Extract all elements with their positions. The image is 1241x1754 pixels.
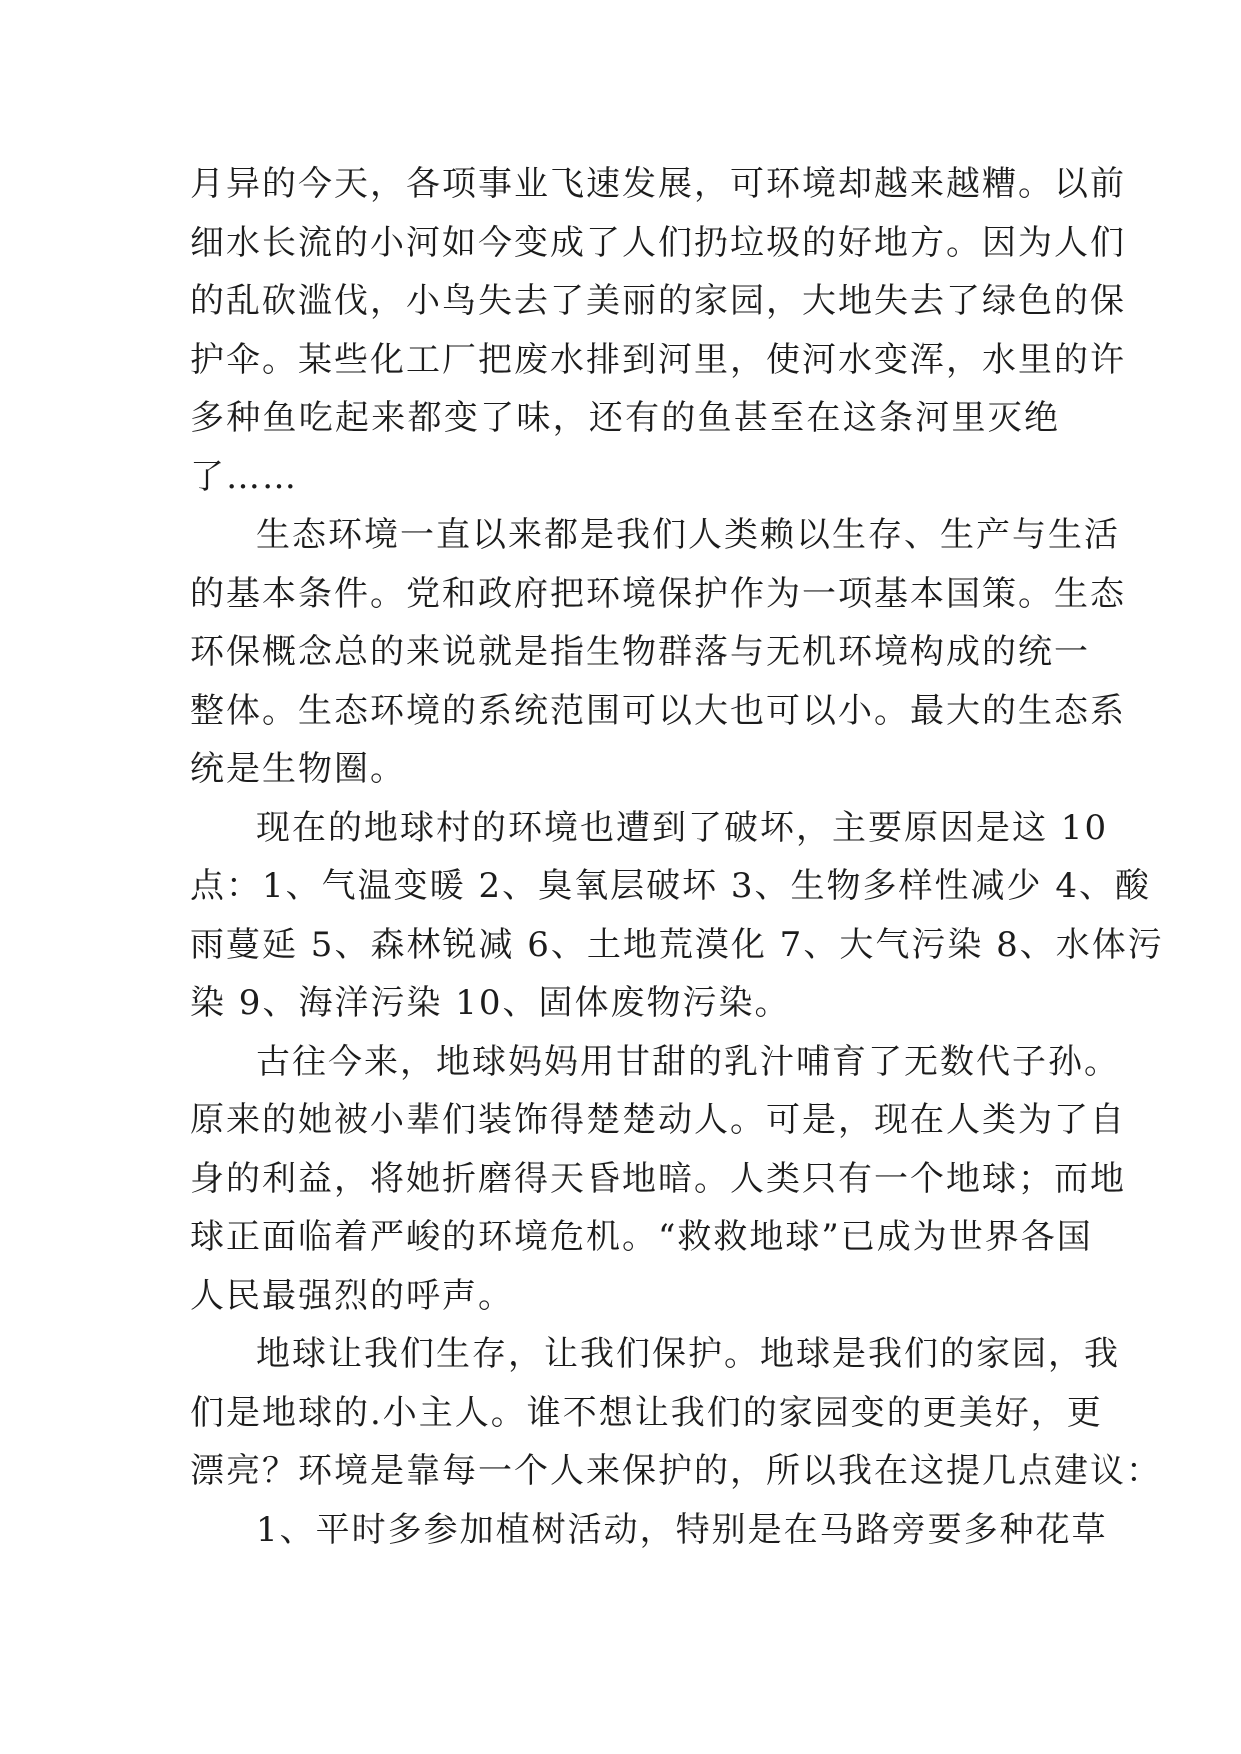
text-line: 的基本条件。党和政府把环境保护作为一项基本国策。生态 [190, 573, 1126, 614]
text-line: 们是地球的.小主人。谁不想让我们的家园变的更美好，更 [190, 1392, 1103, 1433]
text-line: 的乱砍滥伐，小鸟失去了美丽的家园，大地失去了绿色的保 [190, 281, 1126, 321]
text-line: 环保概念总的来说就是指生物群落与无机环境构成的统一 [190, 632, 1090, 672]
essay-body [190, 155, 1164, 1559]
text-line: 月异的今天，各项事业飞速发展，可环境却越来越糟。以前 [190, 164, 1126, 204]
text-line: 统是生物圈。 [190, 749, 406, 789]
text-line: 现在的地球村的环境也遭到了破坏，主要原因是这 10 [256, 807, 1109, 848]
text-line: 染 9、海洋污染 10、固体废物污染。 [190, 983, 791, 1023]
text-line: 1、平时多参加植树活动，特别是在马路旁要多种花草 [256, 1509, 1108, 1550]
text-line: 原来的她被小辈们装饰得楚楚动人。可是，现在人类为了自 [190, 1100, 1126, 1140]
text-line: 地球让我们生存，让我们保护。地球是我们的家园，我 [256, 1334, 1120, 1374]
text-line: 身的利益，将她折磨得天昏地暗。人类只有一个地球；而地 [190, 1158, 1126, 1199]
text-line: 球正面临着严峻的环境危机。“救救地球”已成为世界各国 [190, 1217, 1093, 1257]
text-line: 护伞。某些化工厂把废水排到河里，使河水变浑，水里的许 [190, 339, 1126, 380]
text-line: 雨蔓延 5、森林锐减 6、土地荒漠化 7、大气污染 8、水体污 [190, 924, 1164, 965]
text-line: 生态环境一直以来都是我们人类赖以生存、生产与生活 [256, 515, 1120, 555]
text-line: 细水长流的小河如今变成了人们扔垃圾的好地方。因为人们 [190, 222, 1126, 263]
text-line: 人民最强烈的呼声。 [190, 1275, 514, 1316]
text-line: 点：1、气温变暖 2、臭氧层破坏 3、生物多样性减少 4、酸 [190, 866, 1151, 906]
text-line: 古往今来，地球妈妈用甘甜的乳汁哺育了无数代子孙。 [256, 1041, 1120, 1082]
text-line: 多种鱼吃起来都变了味，还有的鱼甚至在这条河里灭绝 [190, 398, 1060, 438]
text-line: 了…… [190, 456, 298, 497]
text-line: 漂亮？环境是靠每一个人来保护的，所以我在这提几点建议： [190, 1451, 1162, 1491]
text-line: 整体。生态环境的系统范围可以大也可以小。最大的生态系 [190, 690, 1126, 731]
